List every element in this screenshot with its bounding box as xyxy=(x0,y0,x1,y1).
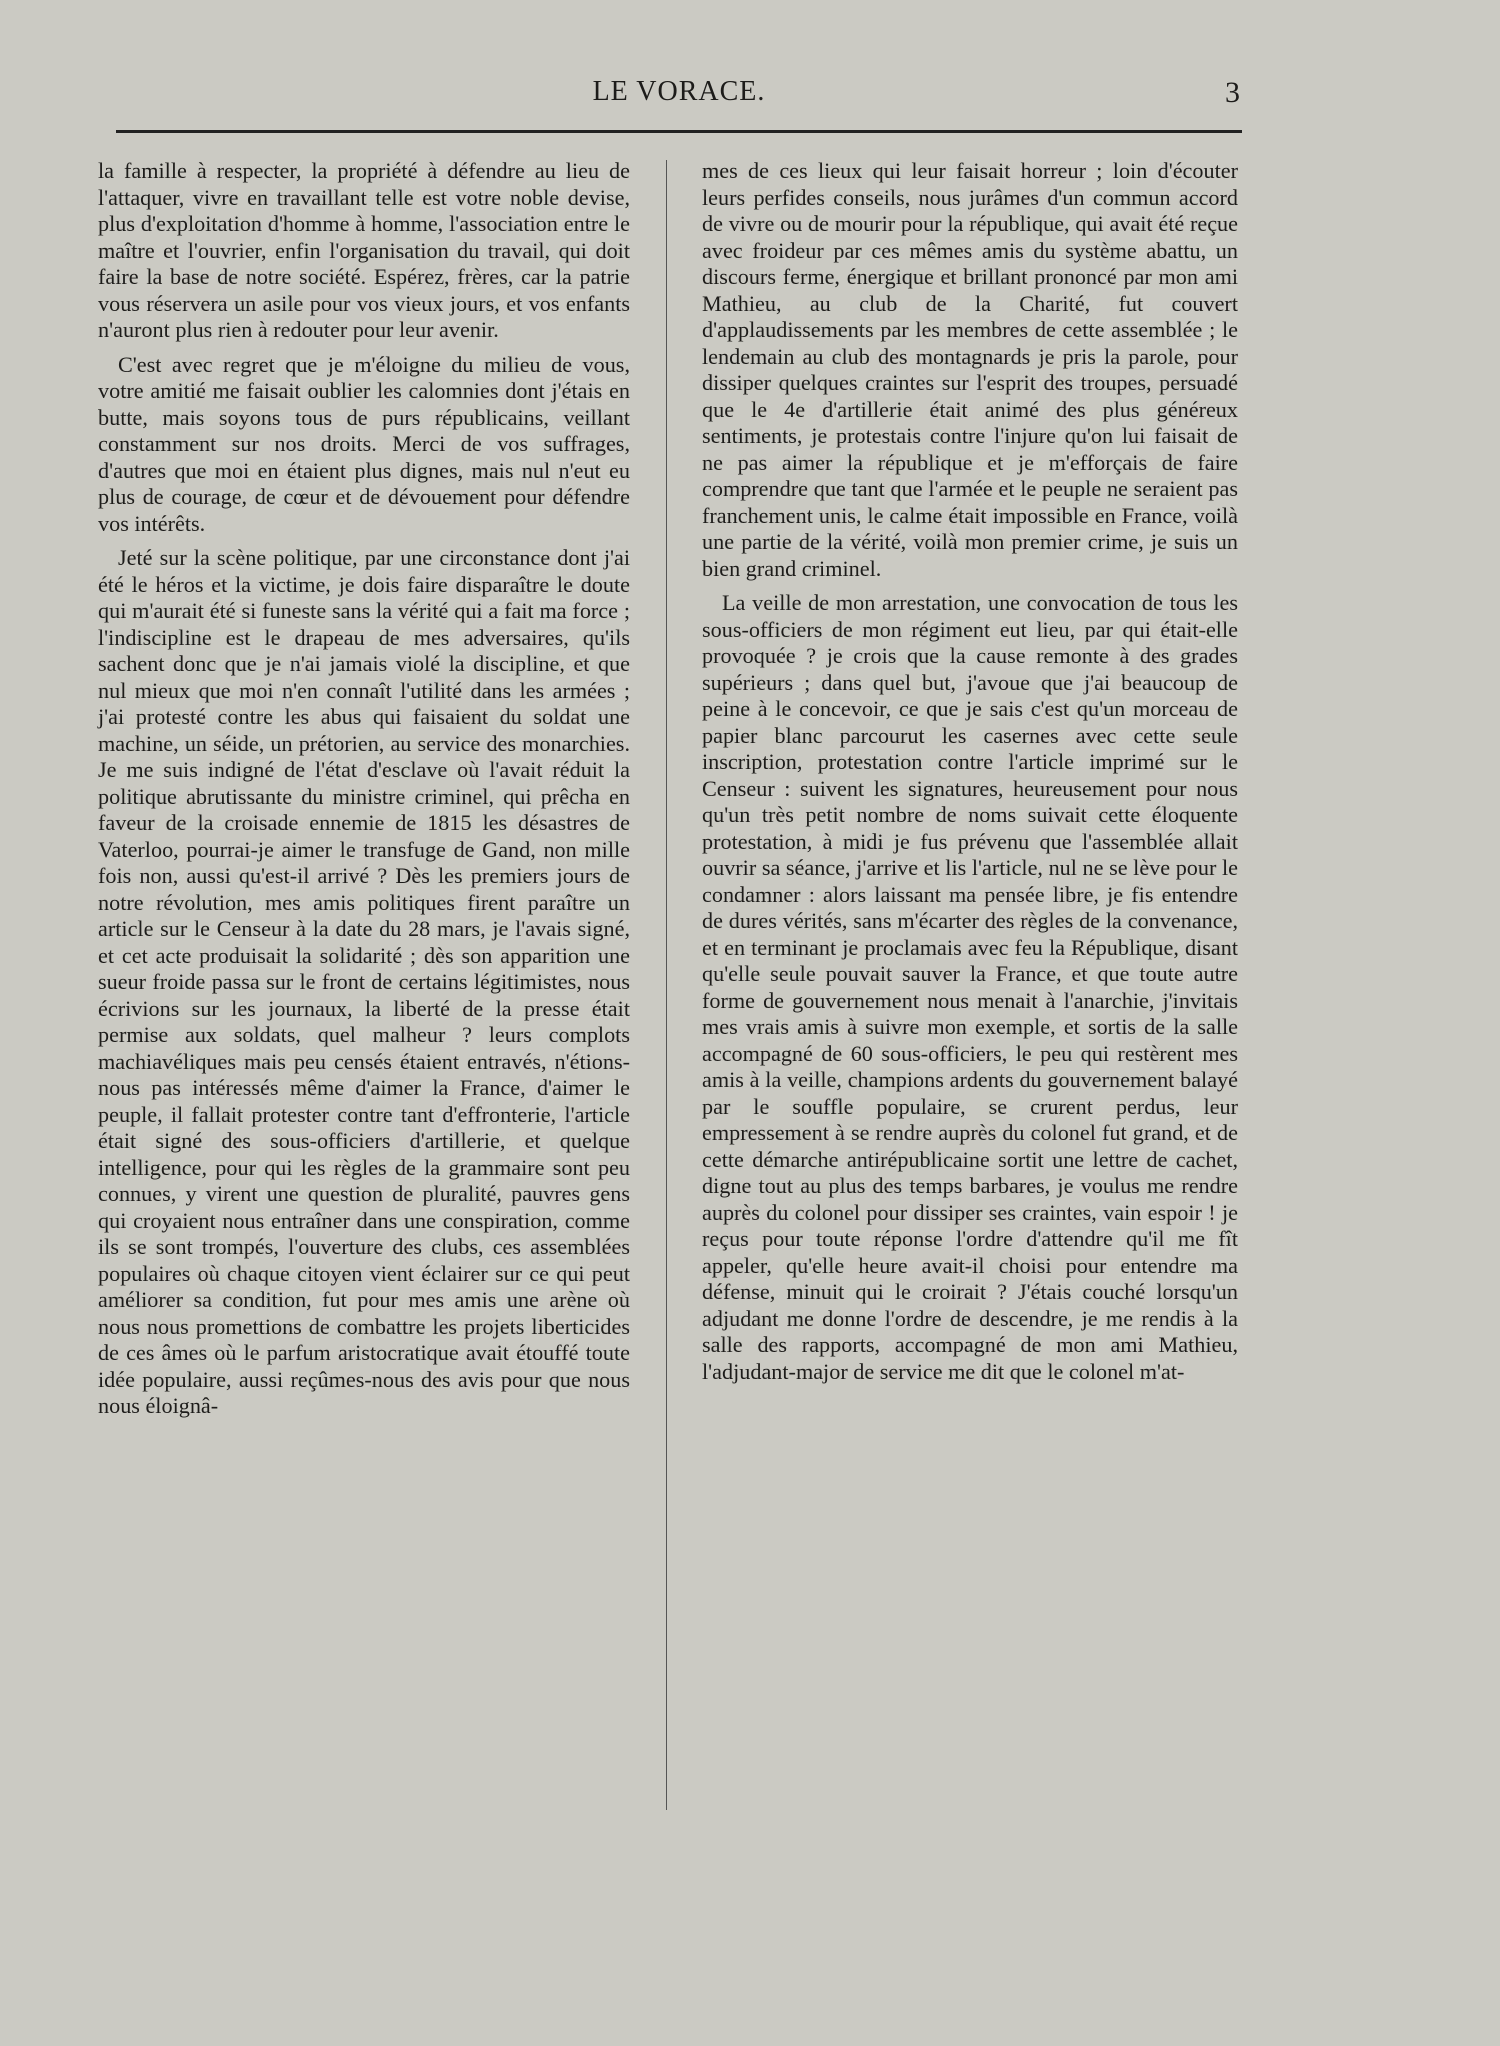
paragraph: C'est avec regret que je m'éloigne du milieu de vous, votre amitié me faisait oublier les calomnies dont j'étais en butte, mais soyons tous de purs républicains, veillant constamment sur nos droits. Merci de vos suffrages, d'autres que moi en étaient plus dignes, mais nul n'eut eu plus de courage, de cœur et de dévouement pour défendre vos intérêts. xyxy=(98,351,630,536)
journal-title: LE VORACE. xyxy=(592,76,766,107)
header-rule xyxy=(116,130,1242,133)
paragraph: mes de ces lieux qui leur faisait horreur ; loin d'écouter leurs perfides conseils, nous jurâmes d'un commun accord de vivre ou de mourir pour la république, qui avait été reçue avec froideur par ces mêmes amis du système abattu, un discours ferme, énergique et brillant prononcé par mon ami Mathieu, au club de la Charité, fut couvert d'applaudissements par les membres de cette assemblée ; le lendemain au club des montagnards je pris la parole, pour dissiper quelques craintes sur l'esprit des troupes, persuadé que le 4e d'artillerie était animé des plus généreux sentiments, je protestais contre l'injure qu'on lui faisait de ne pas aimer la république et je m'efforçais de faire comprendre que tant que l'armée et le peuple ne seraient pas franchement unis, le calme était impossible en France, voilà une partie de la vérité, voilà mon premier crime, je suis un bien grand criminel. xyxy=(702,158,1238,581)
page-number: 3 xyxy=(1225,76,1240,109)
column-divider xyxy=(666,160,667,1810)
left-column xyxy=(98,158,630,1428)
paragraph: La veille de mon arrestation, une convocation de tous les sous-officiers de mon régiment eut lieu, par qui était-elle provoquée ? je crois que la cause remonte à des grades supérieurs ; dans quel but, j'avoue que j'ai beaucoup de peine à le concevoir, ce que je sais c'est qu'un morceau de papier blanc parcourut les casernes avec cette seule inscription, protestation contre l'article imprimé sur le Censeur : suivent les signatures, heureusement pour nous qu'un très petit nombre de noms suivait cette éloquente protestation, à midi je fus prévenu que l'assemblée allait ouvrir sa séance, j'arrive et lis l'article, nul ne se lève pour le condamner : alors laissant ma pensée libre, je fis entendre de dures vérités, sans m'écarter des règles de la convenance, et en terminant je proclamais avec feu la République, disant qu'elle seule pouvait sauver la France, et que toute autre forme de gouvernement nous menait à l'anarchie, j'invitais mes vrais amis à suivre mon exemple, et sortis de la salle accompagné de 60 sous-officiers, le peu qui restèrent mes amis à la veille, champions ardents du gouvernement balayé par le souffle populaire, se crurent perdus, leur empressement à se rendre auprès du colonel fut grand, et de cette démarche antirépublicaine sortit une lettre de cachet, digne tout au plus des temps barbares, je voulus me rendre auprès du colonel pour dissiper ses craintes, vain espoir ! je reçus pour toute réponse l'ordre d'attendre qu'il me fît appeler, qu'elle heure avait-il choisi pour entendre ma défense, minuit qui le croirait ? J'étais couché lorsqu'un adjudant me donne l'ordre de descendre, je me rendis à la salle des rapports, accompagné de mon ami Mathieu, l'adjudant-major de service me dit que le colonel m'at- xyxy=(702,590,1238,1384)
paragraph: la famille à respecter, la propriété à défendre au lieu de l'attaquer, vivre en travaillant telle est votre noble devise, plus d'exploitation d'homme à homme, l'association entre le maître et l'ouvrier, enfin l'organisation du travail, qui doit faire la base de notre société. Espérez, frères, car la patrie vous réservera un asile pour vos vieux jours, et vos enfants n'auront plus rien à redouter pour leur avenir. xyxy=(98,158,630,342)
right-column xyxy=(702,158,1238,1393)
paragraph: Jeté sur la scène politique, par une circonstance dont j'ai été le héros et la victime, je dois faire disparaître le doute qui m'aurait été si funeste sans la vérité qui a fait ma force ; l'indiscipline est le drapeau de mes adversaires, qu'ils sachent donc que je n'ai jamais violé la discipline, et que nul mieux que moi n'en connaît l'utilité dans les armées ; j'ai protesté contre les abus qui faisaient du soldat une machine, un séide, un prétorien, au service des monarchies. Je me suis indigné de l'état d'esclave où l'avait réduit la politique abrutissante du ministre criminel, qui prêcha en faveur de la croisade ennemie de 1815 les désastres de Vaterloo, pourrai-je aimer le transfuge de Gand, non mille fois non, aussi qu'est-il arrivé ? Dès les premiers jours de notre révolution, mes amis politiques firent paraître un article sur le Censeur à la date du 28 mars, je l'avais signé, et cet acte produisait la solidarité ; dès son apparition une sueur froide passa sur le front de certains légitimistes, nous écrivions sur les journaux, la liberté de la presse était permise aux soldats, quel malheur ? leurs complots machiavéliques mais peu censés étaient entravés, n'étions-nous pas intéressés même d'aimer la France, d'aimer le peuple, il fallait protester contre tant d'effronterie, l'article était signé des sous-officiers d'artillerie, et quelque intelligence, pour qui les règles de la grammaire sont peu connues, y virent une question de pluralité, pauvres gens qui croyaient nous entraîner dans une conspiration, comme ils se sont trompés, l'ouverture des clubs, ces assemblées populaires où chaque citoyen vient éclairer sur ce qui peut améliorer sa condition, fut pour mes amis une arène où nous nous promettions de combattre les projets liberticides de ces âmes où le parfum aristocratique avait étouffé toute idée populaire, aussi reçûmes-nous des avis pour que nous nous éloignâ- xyxy=(98,545,630,1418)
running-header xyxy=(118,76,1240,116)
